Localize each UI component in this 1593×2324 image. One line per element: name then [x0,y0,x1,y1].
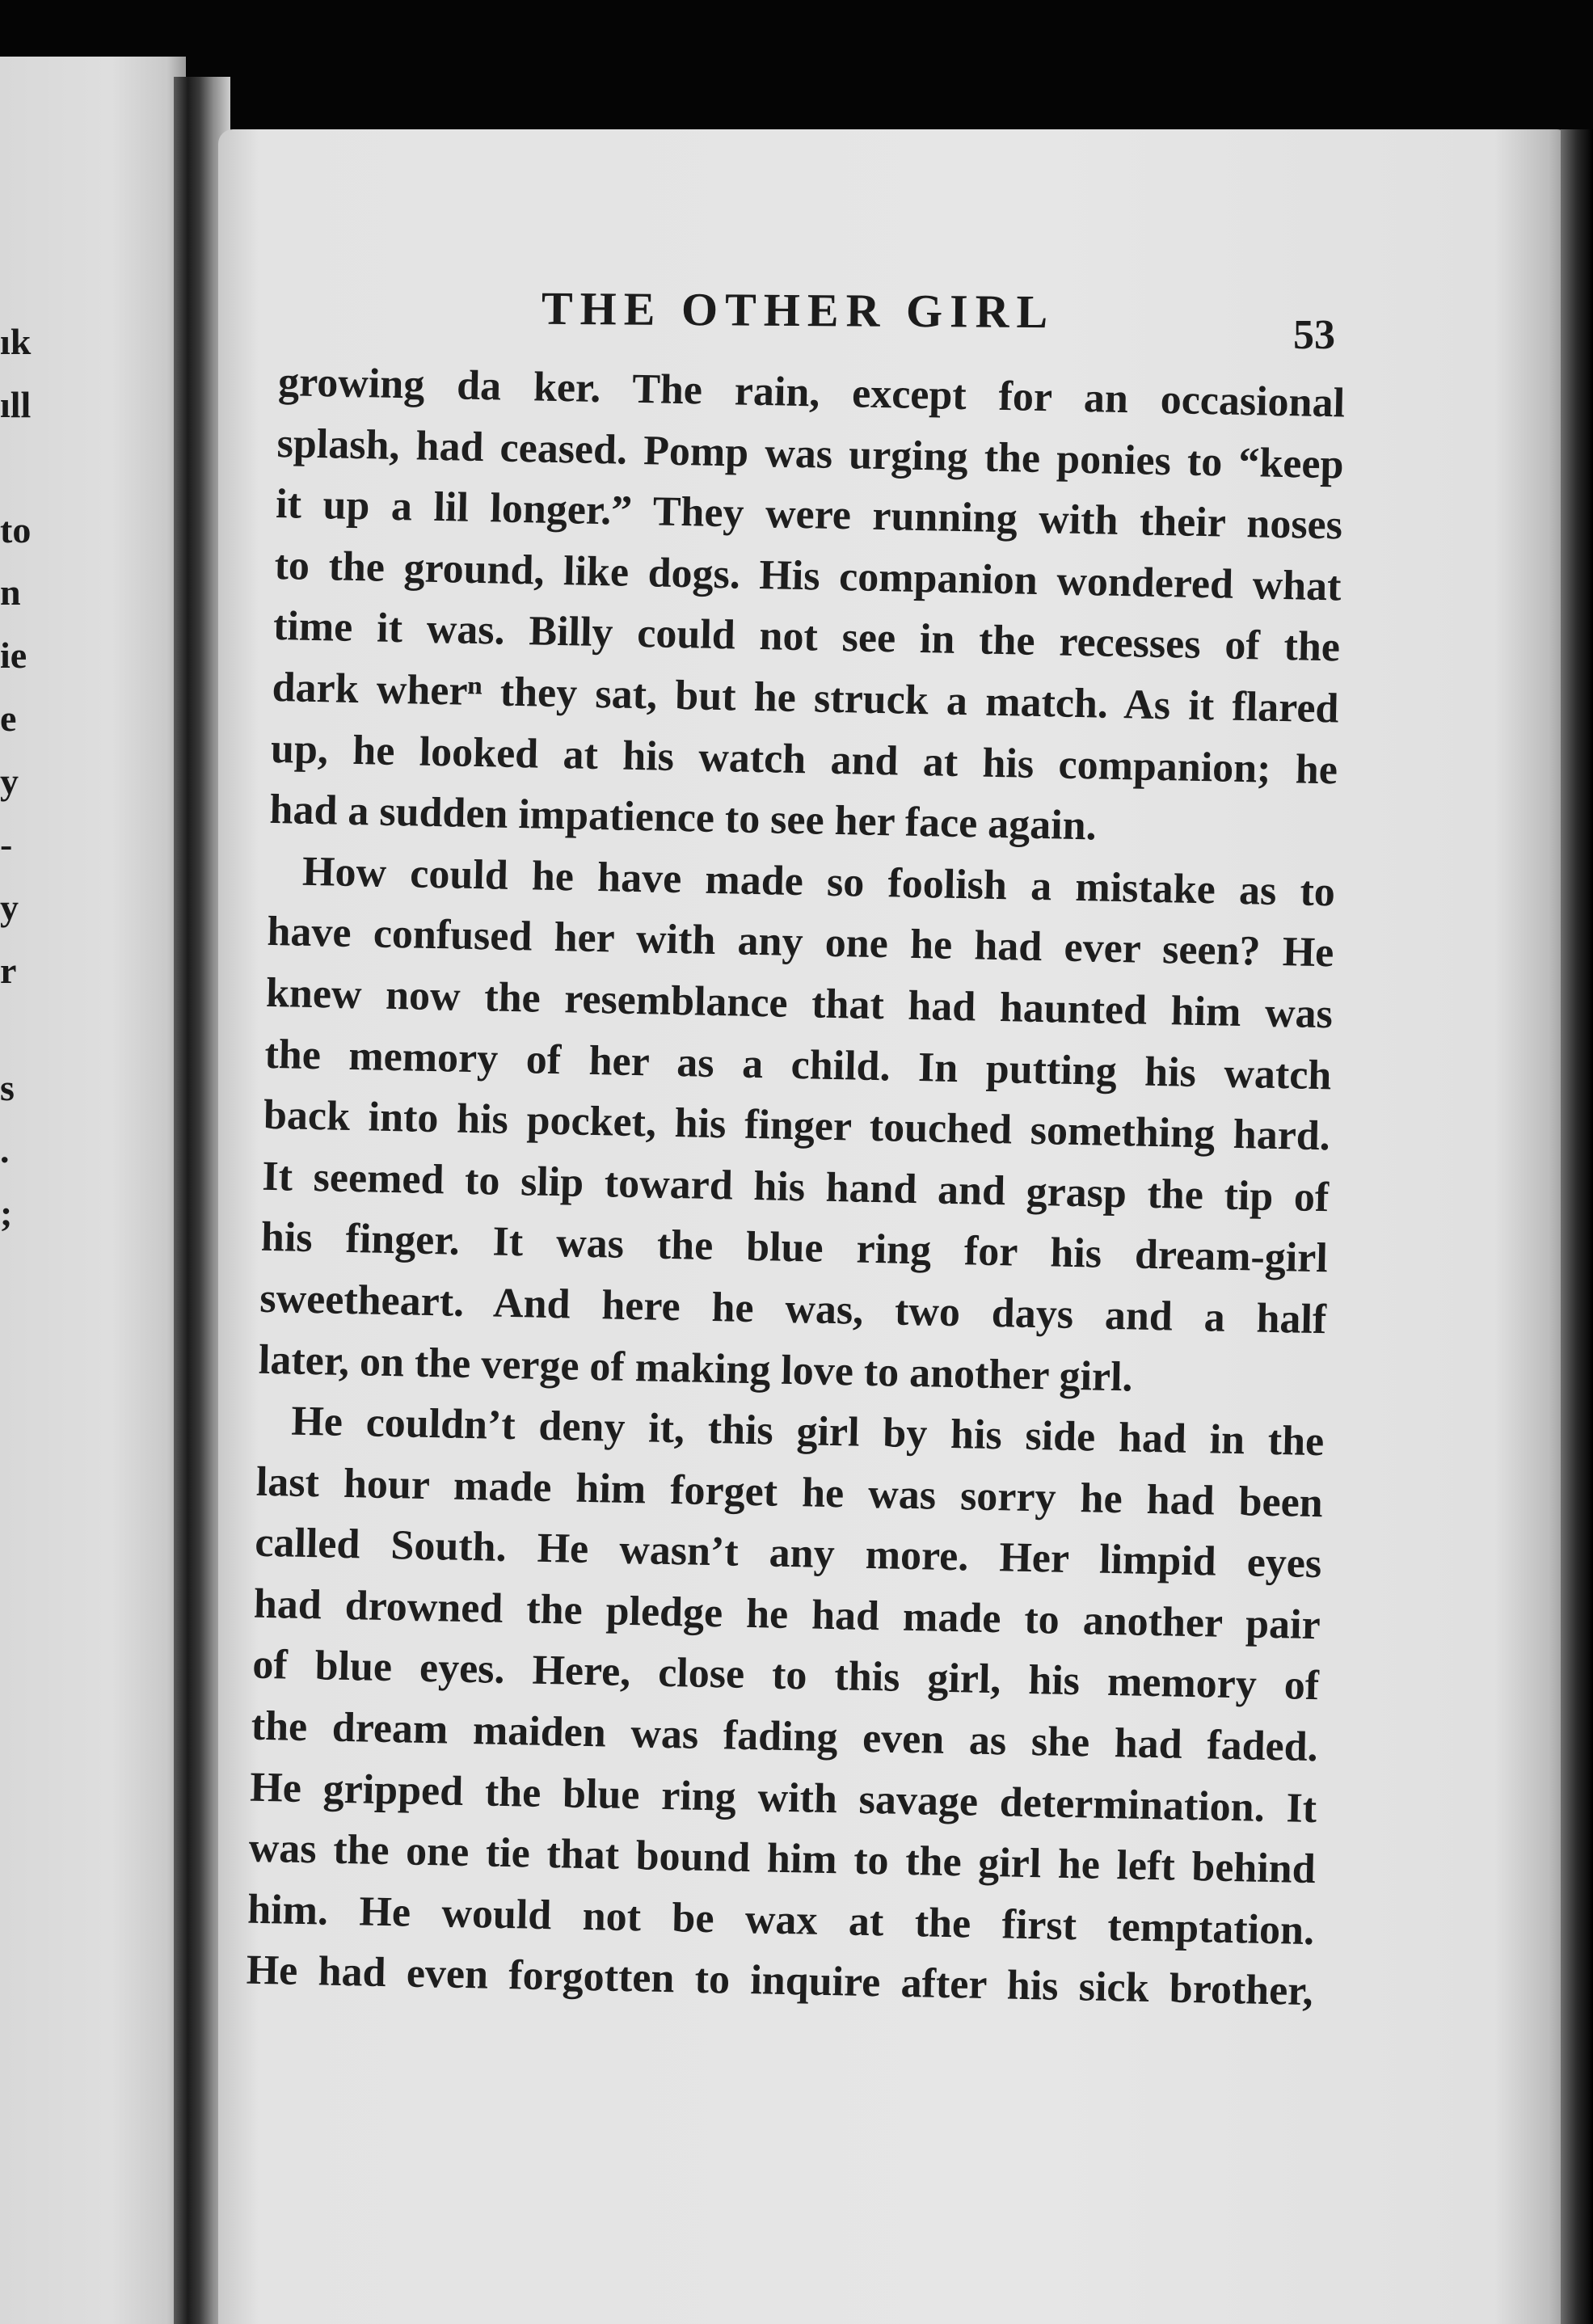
text-line: to the ground, like dogs. His companion wondered what [274,542,1342,610]
body-text [246,352,1346,2022]
left-page-fragment: n [0,572,21,613]
left-page-fragment: ; [0,1192,13,1234]
text-line: have confused her with any one he had ever seen? He [267,909,1334,976]
text-line: How could he have made so foolish a mistake as to [301,848,1336,916]
running-header: THE OTHER GIRL [541,281,1056,339]
text-line: up, he looked at his watch and at his companion; he [270,725,1338,793]
text-line: time it was. Billy could not see in the recesses of the [272,603,1341,671]
text-line: his finger. It was the blue ring for his dream-girl [260,1214,1329,1282]
left-page-fragment: ıll [0,384,32,425]
text-line: sweetheart. And here he was, two days and a half [259,1275,1327,1343]
text-line: dark wherⁿ they sat, but he struck a match. As it flared [272,664,1339,732]
text-line: him. He would not be wax at the first temptation. [247,1886,1315,1954]
text-line: He couldn’t deny it, this girl by his side had in the [290,1398,1325,1466]
text-line: it up a lil longer.” They were running with their noses [275,481,1343,549]
left-page-fragment: y [0,887,19,928]
left-page-fragment: y [0,761,19,802]
text-line: of blue eyes. Here, close to this girl, his memory of [251,1642,1320,1710]
text-line: the dream maiden was fading even as she had faded. [251,1702,1319,1771]
text-line: He gripped the blue ring with savage determination. It [249,1764,1317,1832]
text-line: back into his pocket, his finger touched something hard. [263,1091,1331,1160]
left-page-fragment: e [0,698,17,739]
text-line: had a sudden impatience to see her face again. [269,787,1098,850]
text-line: growing da ker. The rain, except for an occasional [277,358,1346,427]
text-line: splash, had ceased. Pomp was urging the ponies to “keep [276,420,1345,488]
page-number: 53 [1293,312,1335,358]
left-page-fragment: r [0,950,17,991]
left-page-fragment: to [0,509,32,550]
text-line: He had even forgotten to inquire after his sick brother, [246,1947,1314,2015]
left-facing-page [0,57,186,2324]
left-page-fragment: - [0,824,13,865]
text-line: was the one tie that bound him to the girl he left behind [248,1824,1317,1893]
text-line: last hour made him forget he was sorry he had been [255,1458,1324,1526]
left-page-fragment: . [0,1129,10,1170]
left-page-fragment: ık [0,321,32,362]
text-line: It seemed to slip toward his hand and grasp the tip of [261,1153,1330,1221]
text-line: knew now the resemblance that had haunted him was [265,969,1334,1038]
page-edge-shadow [1561,129,1593,2324]
text-line: called South. He wasn’t any more. Her limpid eyes [254,1519,1322,1588]
left-page-fragment: ie [0,635,27,676]
text-line: had drowned the pledge he had made to another pair [253,1580,1321,1649]
text-line: the memory of her as a child. In putting his watch [263,1031,1332,1099]
text-line: later, on the verge of making love to another girl. [258,1336,1134,1400]
left-page-fragment: s [0,1067,15,1108]
